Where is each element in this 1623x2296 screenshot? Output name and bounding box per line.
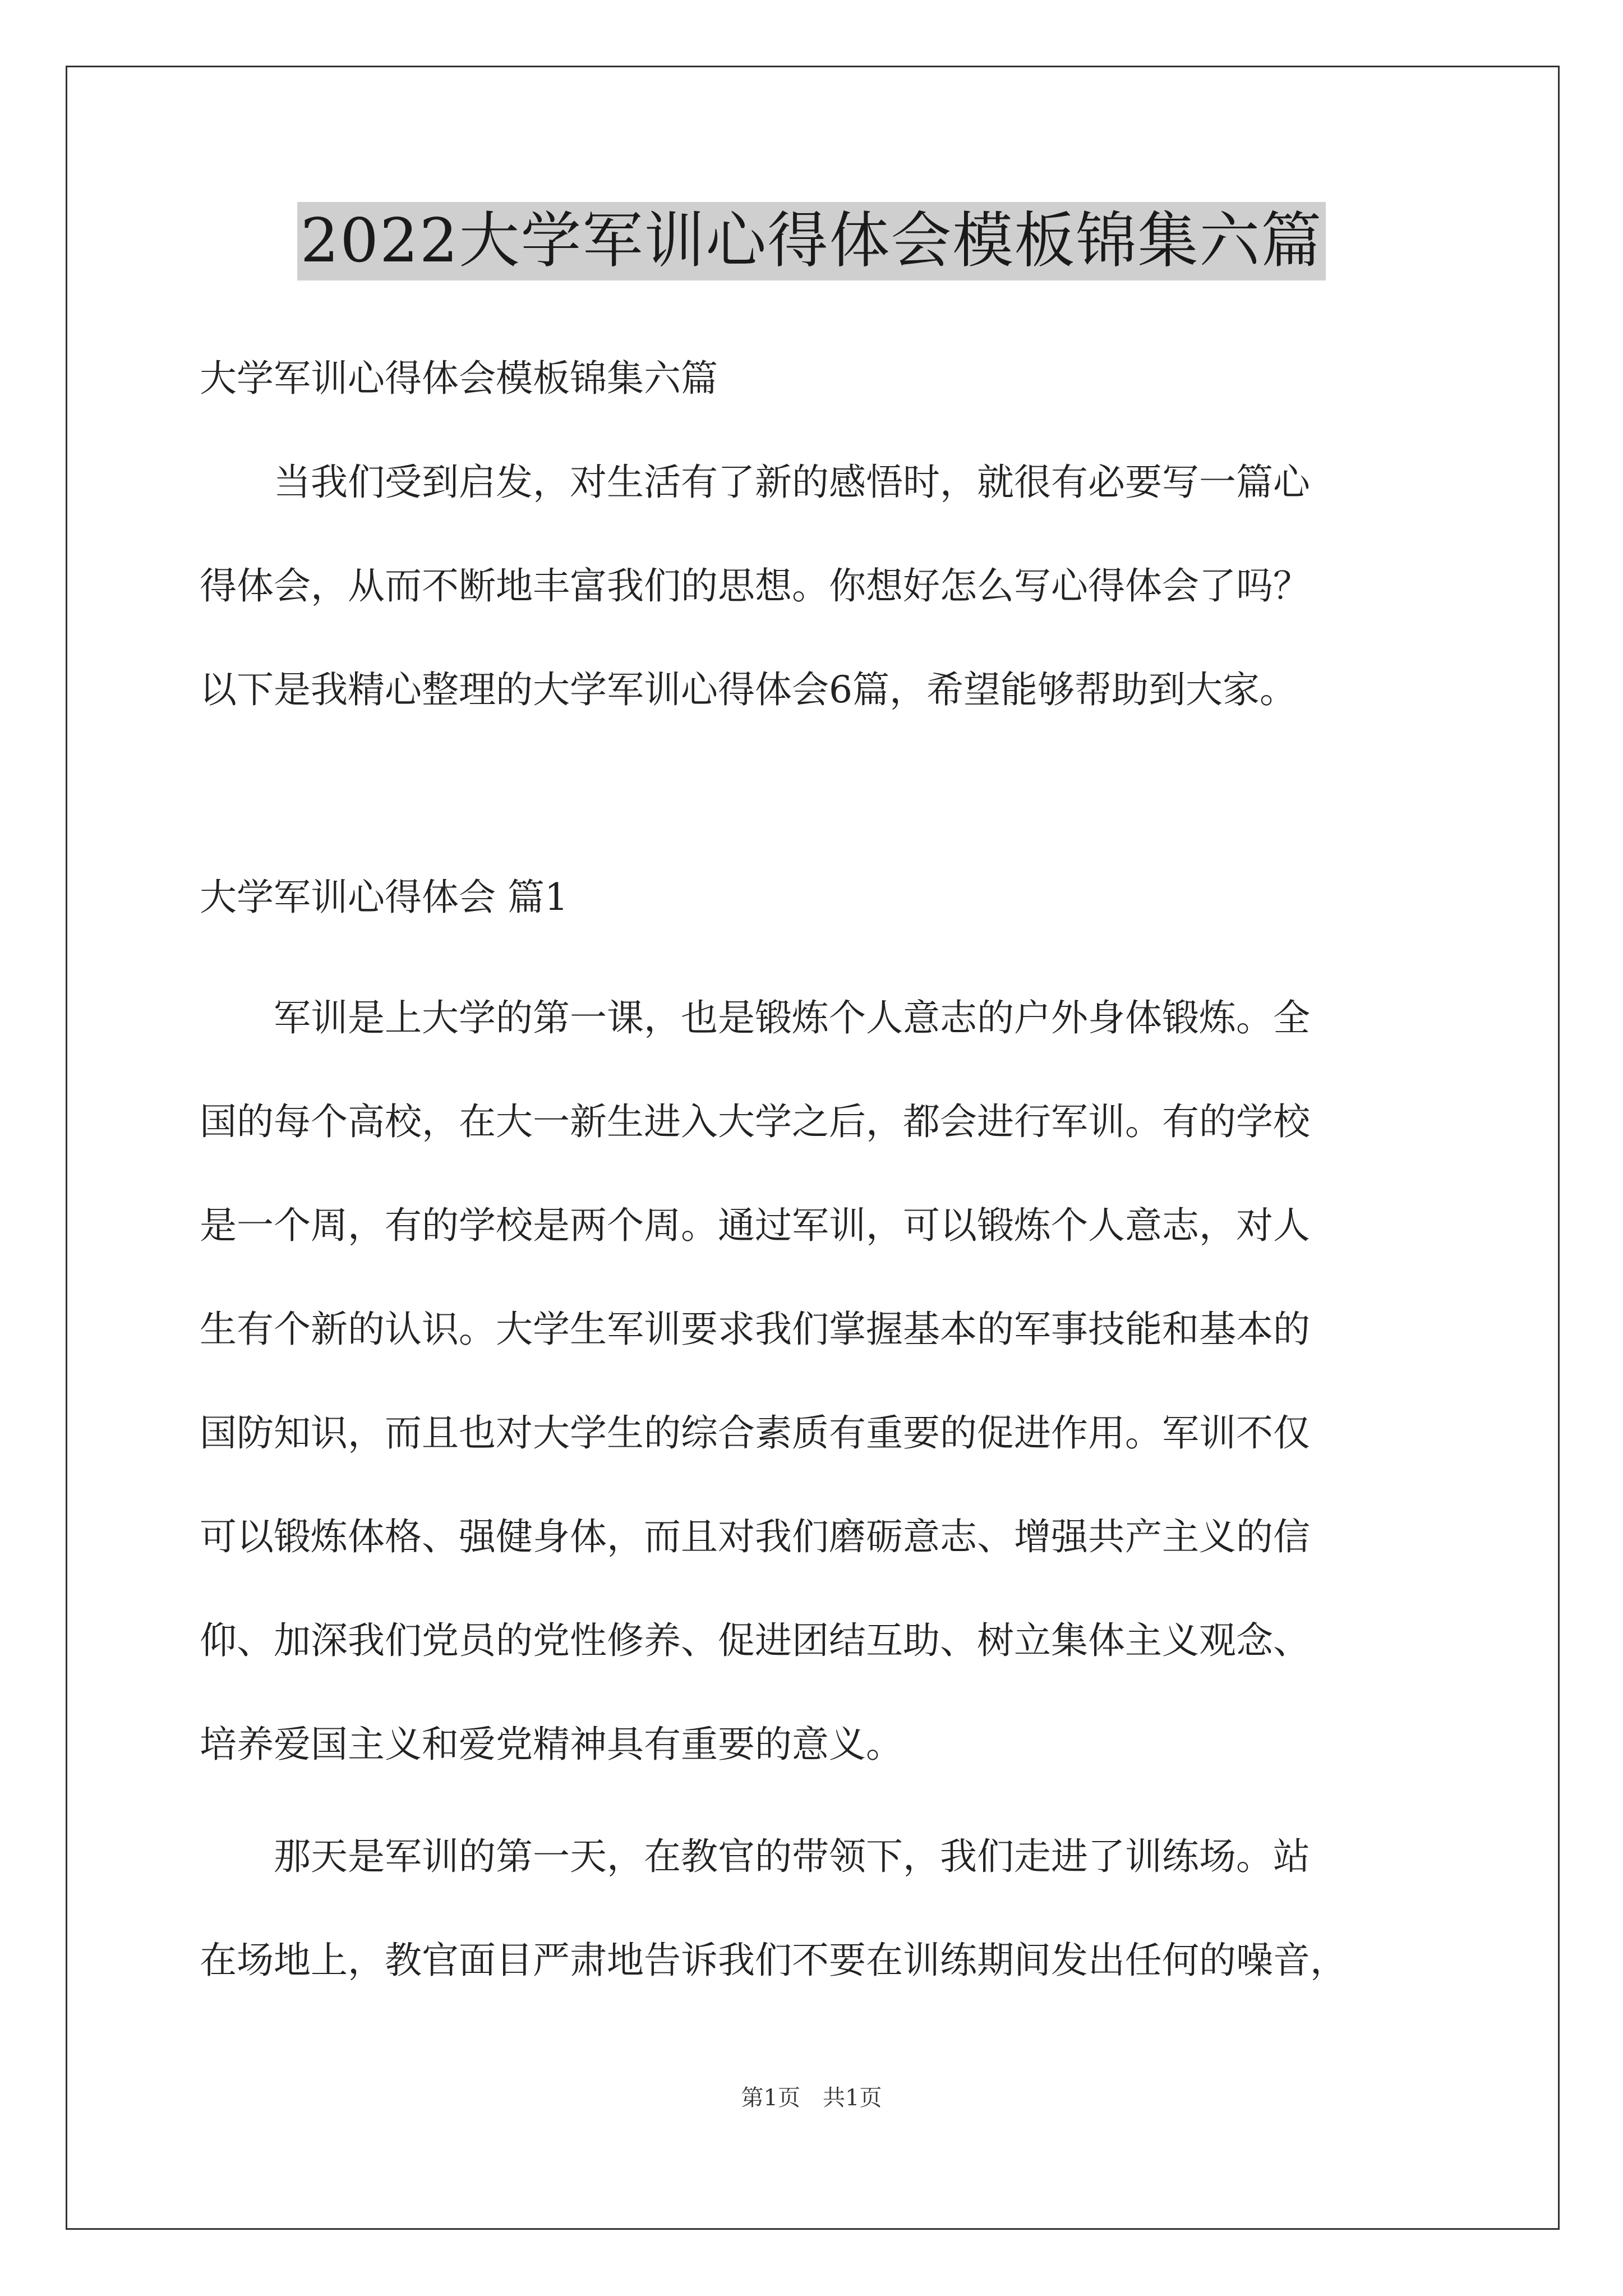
title-container: [0, 202, 1623, 280]
para1-line-4: 生有个新的认识。大学生军训要求我们掌握基本的军事技能和基本的: [200, 1308, 1310, 1351]
para1-line-3: 是一个周，有的学校是两个周。通过军训，可以锻炼个人意志，对人: [200, 1204, 1310, 1247]
para1-line-2: 国的每个高校，在大一新生进入大学之后，都会进行军训。有的学校: [200, 1100, 1310, 1143]
para2-line-1: 那天是军训的第一天，在教官的带领下，我们走进了训练场。站: [200, 1835, 1310, 1878]
intro-line-2: 得体会，从而不断地丰富我们的思想。你想好怎么写心得体会了吗？: [200, 564, 1310, 608]
intro-line-3: 以下是我精心整理的大学军训心得体会6篇，希望能够帮助到大家。: [200, 668, 1297, 711]
para1-line-5: 国防知识，而且也对大学生的综合素质有重要的促进作用。军训不仅: [200, 1411, 1310, 1455]
para1-line-7: 仰、加深我们党员的党性修养、促进团结互助、树立集体主义观念、: [200, 1619, 1310, 1662]
intro-line-1: 当我们受到启发，对生活有了新的感悟时，就很有必要写一篇心: [200, 461, 1310, 504]
document-title: 2022大学军训心得体会模板锦集六篇: [297, 202, 1326, 280]
para1-line-1: 军训是上大学的第一课，也是锻炼个人意志的户外身体锻炼。全: [200, 996, 1310, 1039]
section-heading: 大学军训心得体会 篇1: [200, 876, 568, 919]
para1-line-8: 培养爱国主义和爱党精神具有重要的意义。: [200, 1723, 903, 1766]
page-footer: 第1页 共1页: [741, 2085, 882, 2111]
para1-line-6: 可以锻炼体格、强健身体，而且对我们磨砺意志、增强共产主义的信: [200, 1515, 1310, 1558]
para2-line-2: 在场地上，教官面目严肃地告诉我们不要在训练期间发出任何的噪音，: [200, 1939, 1347, 1982]
document-subtitle: 大学军训心得体会模板锦集六篇: [200, 357, 718, 400]
